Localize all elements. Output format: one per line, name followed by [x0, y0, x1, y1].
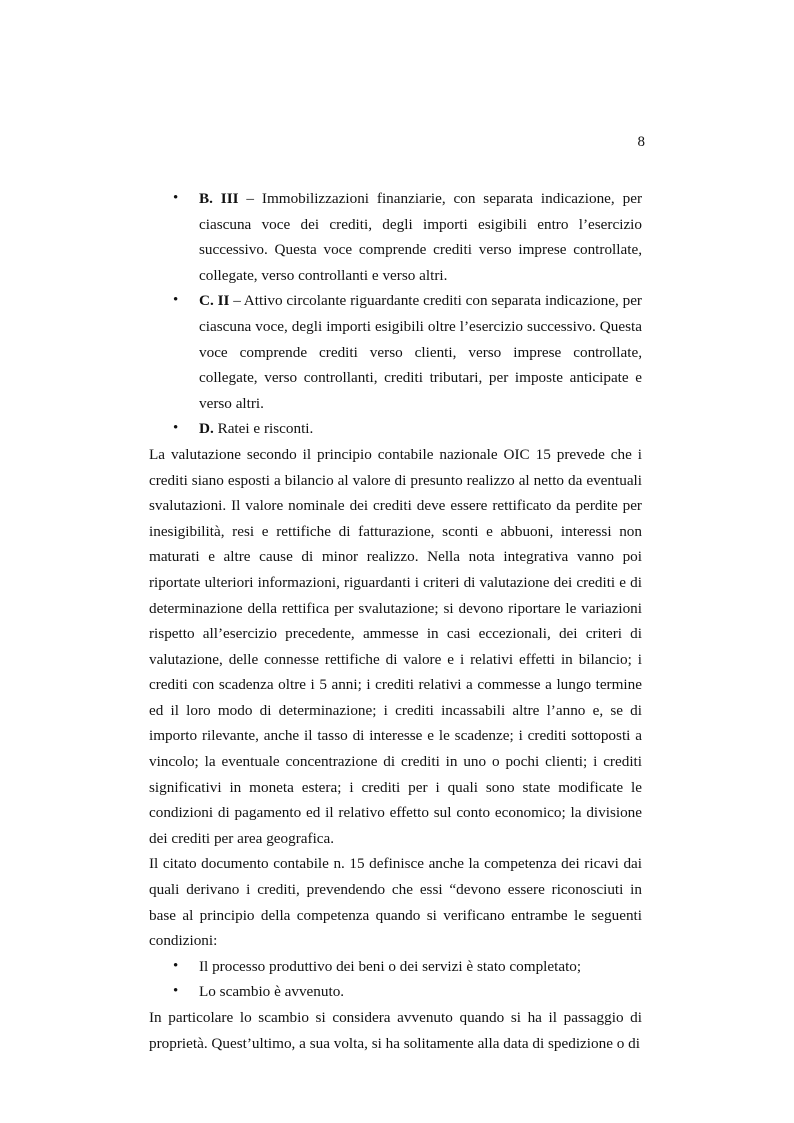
paragraph-exchange: In particolare lo scambio si considera avvenuto quando si ha il passaggio di proprietà. Quest’ultimo, a sua volta, si ha solitamente alla data di spedizione o di [149, 1009, 642, 1052]
item-code: D. [199, 420, 214, 438]
balance-sheet-items-list [149, 186, 642, 442]
item-code: B. III [199, 190, 239, 207]
list-item [149, 186, 642, 288]
document-body [149, 186, 642, 1056]
item-text: Ratei e risconti. [213, 420, 314, 438]
list-item: • Il processo produttivo dei beni o dei servizi è stato completato; [149, 954, 642, 980]
list-item [149, 416, 642, 442]
page-number: 8 [637, 134, 645, 150]
conditions-list [149, 954, 642, 1005]
item-text: – Immobilizzazioni finanziarie, con separata indicazione, per ciascuna voce dei crediti, degli importi esigibili entro l’esercizio successivo. Questa voce comprende crediti verso imprese controllate, collegate, verso controllanti e verso altri. [199, 190, 642, 284]
item-code: C. II [199, 292, 230, 310]
paragraph-revenue-recognition: Il citato documento contabile n. 15 definisce anche la competenza dei ricavi dai quali derivano i crediti, prevendendo che essi “devono essere riconosciuti in base al principio della competenza quando si verificano entrambe le seguenti condizioni: [149, 855, 642, 950]
list-item [149, 288, 642, 416]
list-item: • Lo scambio è avvenuto. [149, 979, 642, 1005]
paragraph-valuation: La valutazione secondo il principio contabile nazionale OIC 15 prevede che i crediti siano esposti a bilancio al valore di presunto realizzo al netto da eventuali svalutazioni. Il valore nominale dei crediti deve essere rettificato da perdite per inesigibilità, resi e rettifiche di fatturazione, sconti e abbuoni, interessi non maturati e altre cause di minor realizzo. Nella nota integrativa vanno poi riportate ulteriori informazioni, riguardanti i criteri di valutazione dei crediti e di determinazione della rettifica per svalutazione; si devono riportare le variazioni rispetto all’esercizio precedente, ammesse in casi eccezionali, dei criteri di valutazione, delle connesse rettifiche di valore e i relativi effetti in bilancio; i crediti con scadenza oltre i 5 anni; i crediti relativi a commesse a lungo termine ed il loro modo di determinazione; i crediti incassabili altre l’anno e, se di importo rilevante, anche il tasso di interesse e le scadenze; i crediti sottoposti a vincolo; la eventuale concentrazione di crediti in uno o pochi clienti; i crediti significativi in moneta estera; i crediti per i quali sono state modificate le condizioni di pagamento ed il relativo effetto sul conto economico; la divisione dei crediti per area geografica. [149, 445, 642, 847]
item-text: – Attivo circolante riguardante crediti con separata indicazione, per ciascuna voce, degli importi esigibili oltre l’esercizio successivo. Questa voce comprende crediti verso clienti, verso imprese controllate, collegate, verso controllanti, crediti tributari, per imposte anticipate e verso altri. [199, 292, 642, 412]
